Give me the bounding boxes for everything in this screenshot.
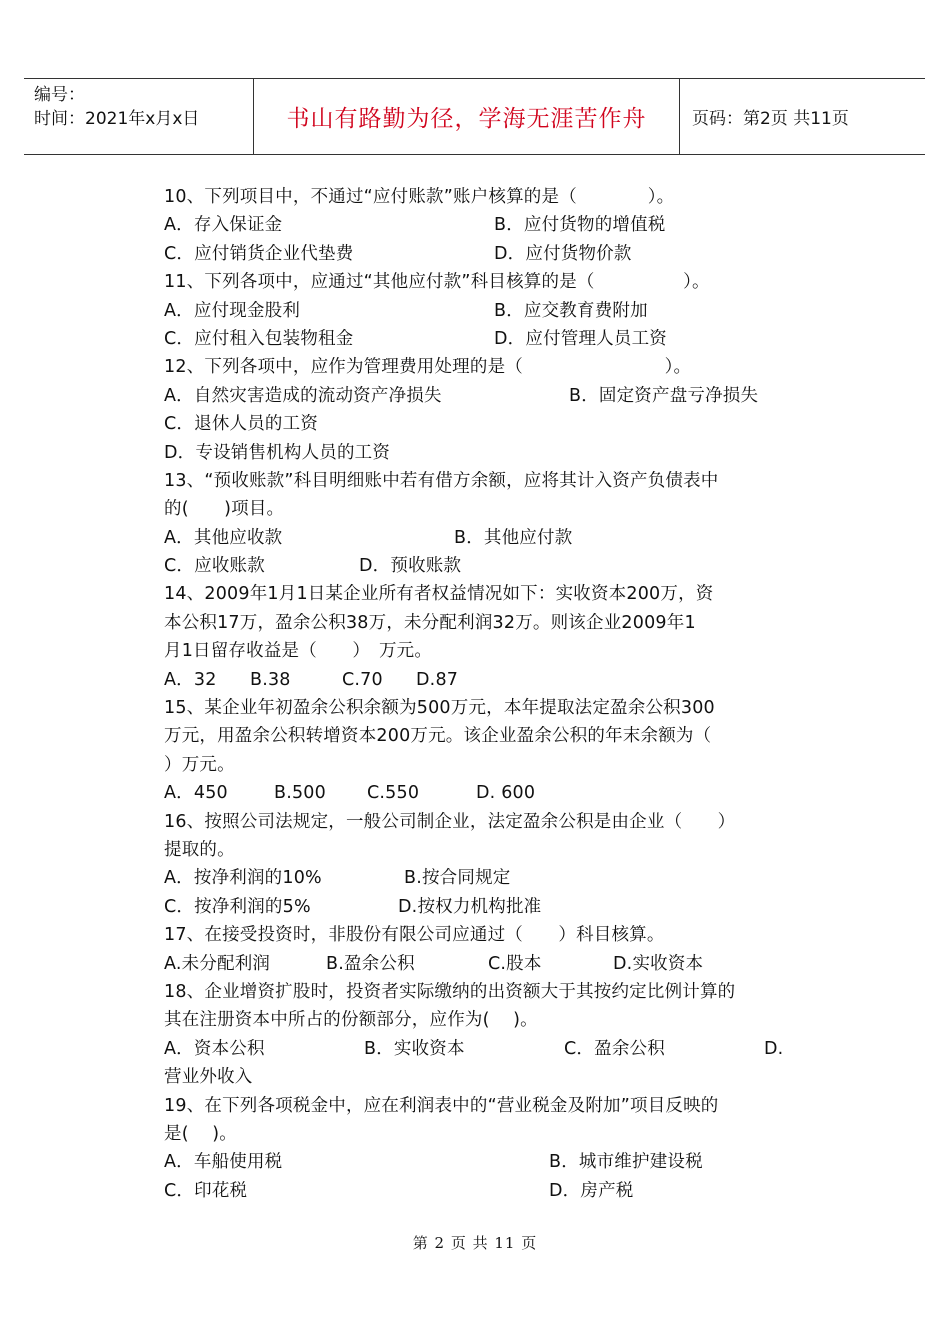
text-segment: 12、下列各项中，应作为管理费用处理的是（ ）。 [164, 357, 692, 378]
text-line [164, 694, 789, 722]
page-header [24, 78, 925, 155]
text-line [164, 609, 789, 637]
text-segment: C．按净利润的5% [164, 896, 311, 917]
header-motto-cell [254, 79, 680, 154]
text-line [164, 552, 789, 580]
text-segment: C．盈余公积 [564, 1038, 665, 1059]
text-segment: 营业外收入 [164, 1067, 253, 1088]
text-line [164, 666, 789, 694]
question-content [164, 183, 789, 1205]
text-segment: A．其他应收款 [164, 527, 283, 548]
text-segment: 提取的。 [164, 839, 235, 860]
header-page-label: 页码：第2页 共11页 [692, 109, 849, 129]
text-segment: D．应付管理人员工资 [494, 328, 667, 349]
text-segment: A．自然灾害造成的流动资产净损失 [164, 385, 442, 406]
text-segment: 18、企业增资扩股时，投资者实际缴纳的出资额大于其按约定比例计算的 [164, 981, 736, 1002]
text-segment: B．应交教育费附加 [494, 300, 648, 321]
text-line [164, 467, 789, 495]
text-segment: 19、在下列各项税金中，应在利润表中的“营业税金及附加”项目反映的 [164, 1095, 719, 1116]
text-line [164, 893, 789, 921]
text-segment: D.87 [416, 669, 459, 690]
text-segment: 月1日留存收益是（ ） 万元。 [164, 641, 433, 662]
page-footer: 第 2 页 共 11 页 [412, 1234, 538, 1252]
text-segment: A．存入保证金 [164, 215, 283, 236]
text-line [164, 495, 789, 523]
text-segment: 13、“预收账款”科目明细账中若有借方余额，应将其计入资产负债表中 [164, 470, 719, 491]
text-segment: C．应收账款 [164, 556, 265, 577]
text-segment: D．预收账款 [359, 556, 462, 577]
text-segment: D. [764, 1038, 784, 1059]
text-line [164, 864, 789, 892]
text-segment: D.实收资本 [613, 953, 704, 974]
text-segment: B.500 [274, 783, 326, 804]
text-segment: 的( )项目。 [164, 499, 285, 520]
text-line [164, 240, 789, 268]
text-segment: B.盈余公积 [326, 953, 415, 974]
text-line [164, 410, 789, 438]
text-segment: A．资本公积 [164, 1038, 265, 1059]
text-line [164, 779, 789, 807]
text-line [164, 580, 789, 608]
text-segment: 其在注册资本中所占的份额部分，应作为( )。 [164, 1010, 538, 1031]
text-line [164, 183, 789, 211]
text-segment: B．其他应付款 [454, 527, 573, 548]
text-line [164, 211, 789, 239]
text-segment: B．城市维护建设税 [549, 1152, 703, 1173]
text-segment: D．房产税 [549, 1180, 634, 1201]
text-segment: 10、下列项目中，不通过“应付账款”账户核算的是（ ）。 [164, 187, 675, 207]
text-segment: A.未分配利润 [164, 953, 271, 974]
text-line [164, 950, 789, 978]
text-segment: C．退休人员的工资 [164, 414, 319, 435]
text-segment: C.550 [367, 783, 420, 804]
text-segment: A．车船使用税 [164, 1152, 283, 1173]
text-line [164, 524, 789, 552]
text-segment: B．实收资本 [364, 1038, 465, 1059]
header-motto: 书山有路勤为径，学海无涯苦作舟 [286, 106, 647, 132]
text-segment: 16、按照公司法规定，一般公司制企业，法定盈余公积是由企业（ ） [164, 811, 736, 832]
text-segment: B.38 [250, 669, 291, 690]
text-segment: B．固定资产盘亏净损失 [569, 385, 759, 406]
text-segment: B.按合同规定 [404, 868, 511, 889]
document-number-label: 编号： [34, 85, 85, 105]
text-segment: D. 600 [476, 783, 536, 804]
text-segment: ）万元。 [164, 754, 235, 775]
text-line [164, 325, 789, 353]
text-segment: C．印花税 [164, 1180, 248, 1201]
text-segment: C.股本 [488, 953, 542, 974]
text-line [164, 637, 789, 665]
text-segment: A．按净利润的10% [164, 868, 322, 889]
text-segment: C．应付销货企业代垫费 [164, 243, 354, 264]
text-line [164, 1177, 789, 1205]
text-segment: D.按权力机构批准 [398, 896, 542, 917]
text-segment: 14、2009年1月1日某企业所有者权益情况如下：实收资本200万，资 [164, 584, 714, 605]
text-line [164, 439, 789, 467]
text-line [164, 722, 789, 750]
text-line [164, 808, 789, 836]
text-segment: A．450 [164, 783, 228, 804]
document-time-label: 时间：2021年x月x日 [34, 109, 200, 129]
text-segment: 11、下列各项中，应通过“其他应付款”科目核算的是（ ）。 [164, 272, 710, 293]
text-segment: B．应付货物的增值税 [494, 215, 666, 236]
text-segment: D．专设销售机构人员的工资 [164, 442, 391, 463]
text-line [164, 268, 789, 296]
text-line [164, 751, 789, 779]
text-segment: 17、在接受投资时，非股份有限公司应通过（ ）科目核算。 [164, 925, 665, 946]
text-line [164, 1063, 789, 1091]
text-segment: 是( )。 [164, 1123, 237, 1144]
header-meta [24, 79, 254, 154]
text-line [164, 1035, 789, 1063]
text-line [164, 353, 789, 381]
text-segment: 15、某企业年初盈余公积余额为500万元，本年提取法定盈余公积300 [164, 698, 715, 719]
text-line [164, 297, 789, 325]
text-line [164, 1148, 789, 1176]
text-segment: D．应付货物价款 [494, 243, 632, 264]
text-line [164, 978, 789, 1006]
header-page-cell [680, 79, 925, 154]
text-segment: A．32 [164, 669, 217, 690]
text-segment: C．应付租入包装物租金 [164, 328, 354, 349]
text-line [164, 1120, 789, 1148]
text-line [164, 382, 789, 410]
text-line [164, 836, 789, 864]
text-line [164, 1092, 789, 1120]
text-segment: 本公积17万，盈余公积38万，未分配利润32万。则该企业2009年1 [164, 612, 696, 633]
text-segment: C.70 [342, 669, 383, 690]
text-segment: A．应付现金股利 [164, 300, 301, 321]
text-line [164, 1006, 789, 1034]
text-segment: 万元，用盈余公积转增资本200万元。该企业盈余公积的年末余额为（ [164, 726, 712, 747]
text-line [164, 921, 789, 949]
